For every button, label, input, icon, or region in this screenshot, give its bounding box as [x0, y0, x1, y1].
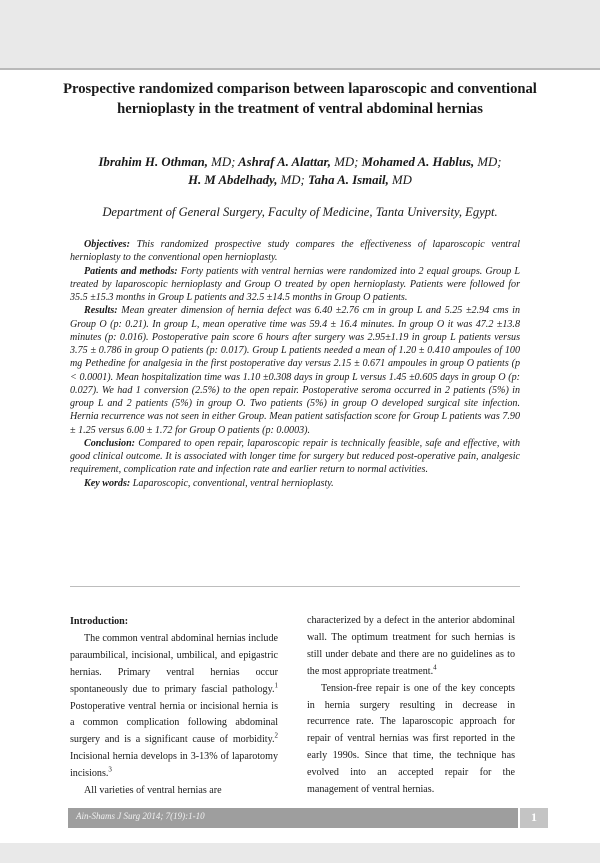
ref-2: 2	[274, 731, 278, 740]
abstract-conclusion	[70, 437, 520, 477]
intro-text: Postoperative ventral hernia or incisional hernia is a common complication following abdominal surgery and is a significant cause of morbidity.	[70, 700, 278, 746]
ref-1: 1	[274, 681, 278, 690]
header-rule	[0, 68, 600, 70]
objectives-label: Objectives:	[84, 239, 130, 250]
intro-text: Incisional hernia develops in 3-13% of laparotomy incisions.	[70, 751, 278, 780]
footer-bar	[68, 808, 518, 828]
author-name: Ashraf A. Alattar,	[235, 155, 331, 169]
keywords-text: Laparoscopic, conventional, ventral hernioplasty.	[130, 477, 334, 489]
abstract-keywords	[70, 477, 520, 490]
body-column-right	[307, 613, 515, 799]
tension-free-paragraph: Tension-free repair is one of the key concepts in hernia surgery resulting in decrease in recurrence rate. The laparoscopic approach for repair of ventral hernias was first reported in the early 1990s. Since that time, the technique has evolved into an accepted repair for the management of ventral hernias.	[307, 682, 515, 796]
journal-citation: Ain-Shams J Surg 2014; 7(19):1-10	[76, 811, 205, 821]
author-degree: MD;	[331, 155, 359, 169]
abstract-methods	[70, 265, 520, 305]
page-number-box	[520, 808, 548, 828]
keywords-label: Key words:	[84, 477, 131, 489]
affiliation: Department of General Surgery, Faculty of Medicine, Tanta University, Egypt.	[102, 205, 498, 219]
continued-paragraph	[307, 613, 515, 681]
bottom-band	[0, 843, 600, 863]
author-name: Taha A. Ismail,	[304, 173, 389, 187]
author-name: Mohamed A. Hablus,	[358, 155, 475, 169]
paragraph-text: characterized by a defect in the anterior abdominal wall. The optimum treatment for such hernias is still under debate and there are no guidelines as to the most appropriate treatment.	[307, 615, 515, 677]
results-text: Mean greater dimension of hernia defect was 6.40 ±2.76 cm in group L and 5.25 ±2.94 cms in Group O (p: 0.21). In group L, mean operative time was 59.4 ± 16.4 minutes. In group O it was 47.2 ±13.8 minutes (p: 0.016). Postoperative pain score 6 hours after surgery was 2.95±1.19 in group L patients versus 3.75 ± 0.786 in group O patients (p: 0.017). Group L patients needed a mean of 1.20 ± 0.410 ampoules of 100 mg Pethedine for analgesia in the first postoperative day versus 2.15 ± 0.671 ampoules in group O patients (p < 0.0001). Mean hospitalization time was 1.10 ±0.308 days in group L versus 1.45 ±0.605 days in group O (p: 0.027). We had 1 conversion (2.5%) to the open repair. Postoperative seroma occurred in 2 patients (5%) in group L and 2 patients (5%) in group O. Two patients (5%) in group O developed surgical site infection. Hernia recurrence was not seen in either Group. Mean patient satisfaction score for Group L patients was 7.90 ± 1.25 versus 6.00 ± 1.72 for Group O patients (p: 0.0003).	[70, 305, 520, 436]
ref-4: 4	[433, 663, 437, 672]
abstract	[70, 238, 520, 490]
author-name: Ibrahim H. Othman,	[98, 155, 208, 169]
results-label: Results:	[84, 305, 118, 317]
intro-paragraph-2-start: All varieties of ventral hernias are	[84, 785, 222, 797]
header-band	[0, 0, 600, 68]
article-title: Prospective randomized comparison between laparoscopic and conventional hernioplasty in the treatment of ventral abdominal hernias	[63, 81, 537, 117]
conclusion-text: Compared to open repair, laparoscopic repair is technically feasible, safe and effective, with good clinical outcome. It is associated with longer time for surgery but reduced post-operative pain, analgesic requirement, complication rate and infection rate and earlier return to normal activities.	[70, 437, 520, 476]
objectives-text: This randomized prospective study compares the effectiveness of laparoscopic ventral hernioplasty to the conventional open hernioplasty.	[70, 239, 520, 264]
intro-text: The common ventral abdominal hernias include paraumbilical, incisional, umbilical, and epigastric hernias. Primary ventral hernias occur spontaneously due to primary fascial pathology.	[70, 632, 278, 695]
page-number: 1	[531, 810, 537, 824]
methods-text: Forty patients with ventral hernias were randomized into 2 equal groups. Group L treated by laparoscopic hernioplasty and Group O treated by open hernioplasty. Patients were followed for 35.5 ±15.3 months in Group L patients and 32.5 ±14.5 months in Group O patients.	[70, 265, 520, 303]
body-column-left	[70, 614, 278, 800]
abstract-objectives	[70, 238, 520, 265]
methods-label: Patients and methods:	[84, 265, 178, 277]
conclusion-label: Conclusion:	[84, 437, 136, 449]
author-degree: MD;	[474, 155, 502, 169]
abstract-results	[70, 304, 520, 437]
abstract-divider	[70, 586, 520, 587]
author-name: H. M Abdelhady,	[188, 173, 278, 187]
intro-paragraph	[70, 631, 278, 783]
author-degree: MD	[388, 173, 412, 187]
intro-heading: Introduction:	[70, 616, 129, 627]
ref-3: 3	[108, 765, 112, 774]
author-degree: MD;	[207, 155, 236, 169]
author-list	[50, 153, 550, 189]
author-degree: MD;	[277, 173, 305, 187]
